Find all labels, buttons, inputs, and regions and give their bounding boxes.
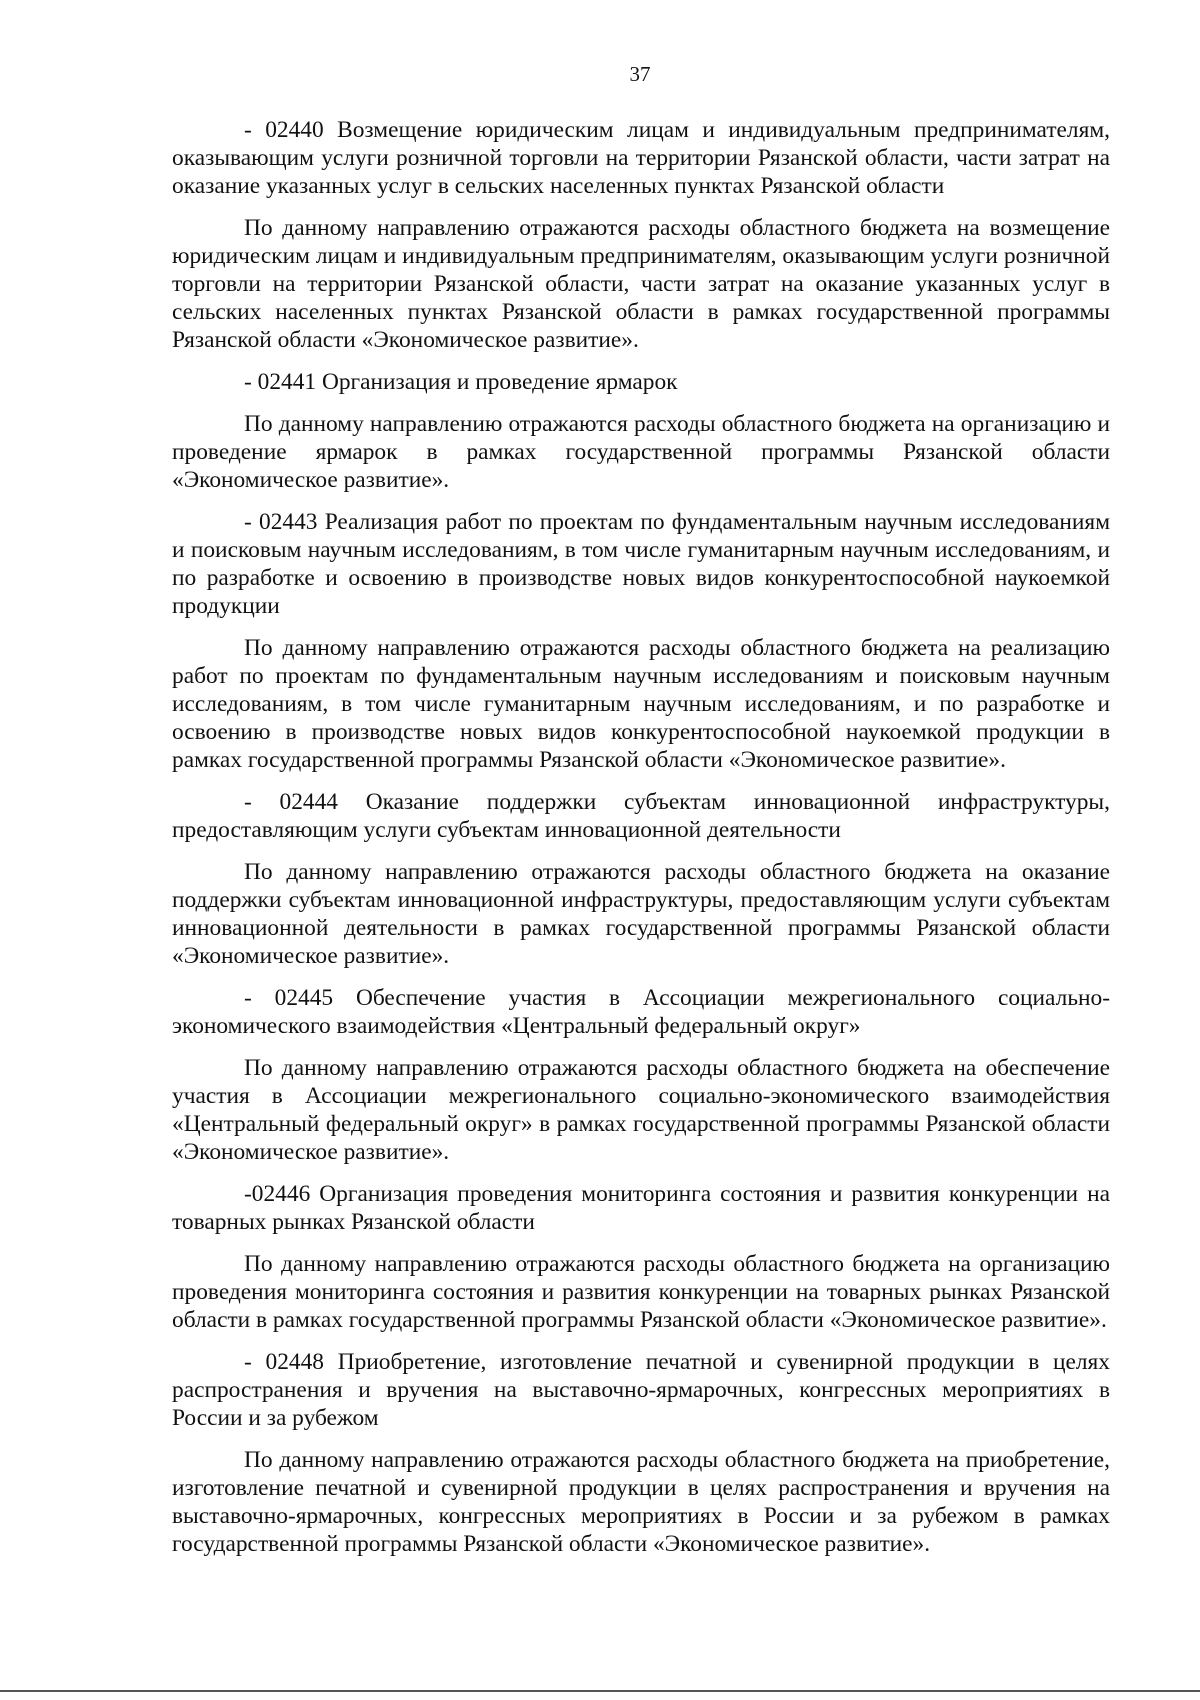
item-description-02445: По данному направлению отражаются расходы областного бюджета на обеспечение участия в Ассоциации межрегионального социально-экономического взаимодействия «Центральный федеральный округ» в рамках государственной программы Рязанской области «Экономическое развитие». (172, 1055, 1110, 1165)
item-description-02444: По данному направлению отражаются расходы областного бюджета на оказание поддержки субъектам инновационной инфраструктуры, предоставляющим услуги субъектам инновационной деятельности в рамках государственной программы Рязанской области «Экономическое развитие». (172, 859, 1110, 969)
item-heading-02446: -02446 Организация проведения мониторинга состояния и развития конкуренции на товарных рынках Рязанской области (172, 1181, 1110, 1235)
item-heading-02443: - 02443 Реализация работ по проектам по фундаментальным научным исследованиям и поисковым научным исследованиям, в том числе гуманитарным научным исследованиям, и по разработке и освоению в производстве новых видов конкурентоспособной наукоемкой продукции (172, 509, 1110, 619)
item-description-02448: По данному направлению отражаются расходы областного бюджета на приобретение, изготовление печатной и сувенирной продукции в целях распространения и вручения на выставочно-ярмарочных, конгрессных мероприятиях в России и за рубежом в рамках государственной программы Рязанской области «Экономическое развитие». (172, 1447, 1110, 1557)
item-description-02441: По данному направлению отражаются расходы областного бюджета на организацию и проведение ярмарок в рамках государственной программы Рязанской области «Экономическое развитие». (172, 411, 1110, 493)
scan-bottom-edge (0, 1690, 1200, 1692)
item-description-02440: По данному направлению отражаются расходы областного бюджета на возмещение юридическим лицам и индивидуальным предпринимателям, оказывающим услуги розничной торговли на территории Рязанской области, части затрат на оказание указанных услуг в сельских населенных пунктах Рязанской области в рамках государственной программы Рязанской области «Экономическое развитие». (172, 215, 1110, 353)
item-description-02446: По данному направлению отражаются расходы областного бюджета на организацию проведения мониторинга состояния и развития конкуренции на товарных рынках Рязанской области в рамках государственной программы Рязанской области «Экономическое развитие». (172, 1251, 1110, 1333)
item-heading-02444: - 02444 Оказание поддержки субъектам инновационной инфраструктуры, предоставляющим услуги субъектам инновационной деятельности (172, 789, 1110, 843)
item-heading-02445: - 02445 Обеспечение участия в Ассоциации межрегионального социально-экономического взаимодействия «Центральный федеральный округ» (172, 985, 1110, 1039)
page-number: 37 (629, 62, 651, 86)
item-heading-02440: - 02440 Возмещение юридическим лицам и индивидуальным предпринимателям, оказывающим услуги розничной торговли на территории Рязанской области, части затрат на оказание указанных услуг в сельских населенных пунктах Рязанской области (172, 117, 1110, 199)
item-heading-02441: - 02441 Организация и проведение ярмарок (244, 369, 678, 395)
item-heading-02448: - 02448 Приобретение, изготовление печатной и сувенирной продукции в целях распространения и вручения на выставочно-ярмарочных, конгрессных мероприятиях в России и за рубежом (172, 1349, 1110, 1431)
document-body (172, 116, 1110, 1572)
item-description-02443: По данному направлению отражаются расходы областного бюджета на реализацию работ по проектам по фундаментальным научным исследованиям и поисковым научным исследованиям, в том числе гуманитарным научным исследованиям, и по разработке и освоению в производстве новых видов конкурентоспособной наукоемкой продукции в рамках государственной программы Рязанской области «Экономическое развитие». (172, 635, 1110, 773)
